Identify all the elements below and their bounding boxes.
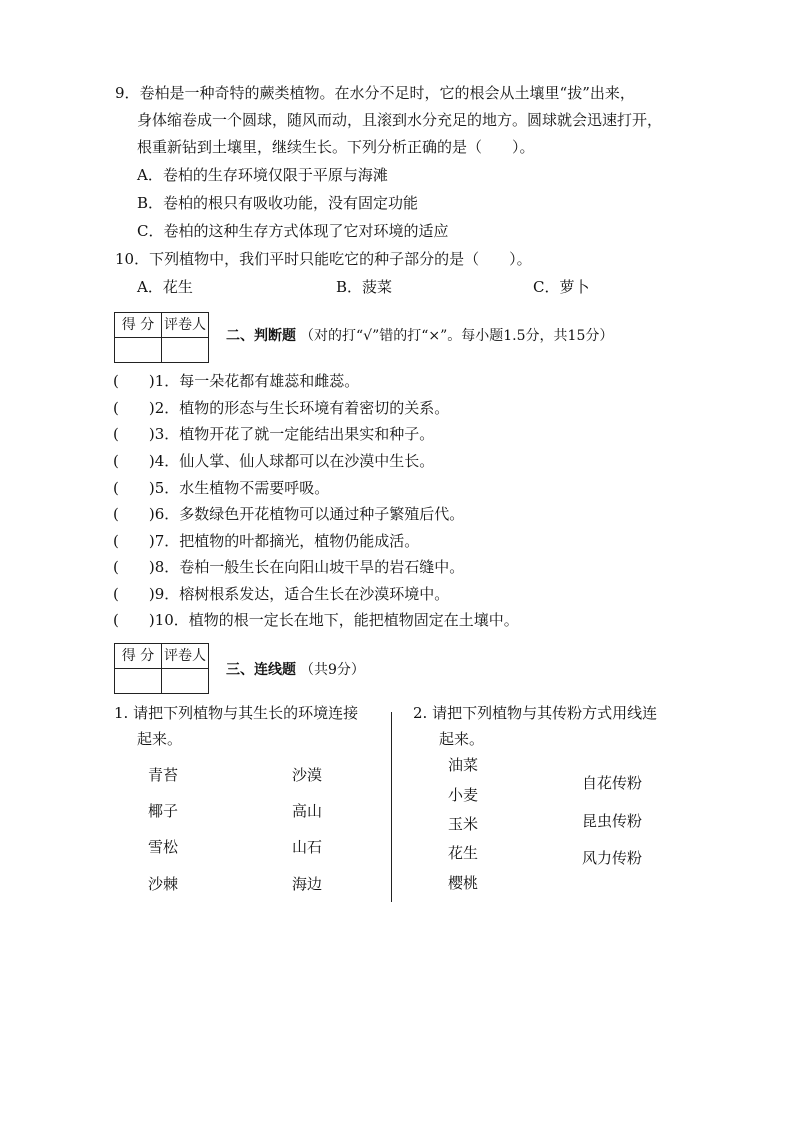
q10-option-c: C．萝卜 [533, 278, 590, 296]
matching2-plant-1[interactable]: 油菜 [448, 756, 479, 774]
q9-option-b: B．卷柏的根只有吸收功能，没有固定功能 [137, 194, 419, 212]
q9-stem-line3: 根重新钻到土壤里，继续生长。下列分析正确的是（ ）。 [137, 138, 535, 156]
q10-option-a: A．花生 [137, 278, 193, 296]
matching2-plant-4[interactable]: 花生 [448, 844, 479, 862]
matching2-method-3[interactable]: 风力传粉 [582, 849, 643, 867]
matching2-method-1[interactable]: 自花传粉 [582, 774, 643, 792]
matching2-plant-2[interactable]: 小麦 [448, 786, 479, 804]
grader-label: 评卷人 [162, 644, 209, 669]
q10-stem: 10．下列植物中，我们平时只能吃它的种子部分的是（ ）。 [115, 250, 532, 268]
matching2-plant-5[interactable]: 樱桃 [448, 874, 479, 892]
score-box-section3 [114, 643, 209, 694]
q9-option-c: C．卷柏的这种生存方式体现了它对环境的适应 [137, 222, 449, 240]
q9-stem-line2: 身体缩卷成一个圆球，随风而动，且滚到水分充足的地方。圆球就会迅速打开， [137, 111, 663, 129]
matching2-method-2[interactable]: 昆虫传粉 [582, 812, 643, 830]
matching1-env-2[interactable]: 高山 [292, 802, 323, 820]
matching1-env-3[interactable]: 山石 [292, 838, 323, 856]
q10-option-b: B．菠菜 [336, 278, 393, 296]
grader-cell[interactable] [162, 669, 209, 694]
matching1-plant-2[interactable]: 椰子 [148, 802, 179, 820]
score-cell[interactable] [115, 669, 162, 694]
matching2-plant-3[interactable]: 玉米 [448, 815, 479, 833]
grader-label: 评卷人 [162, 313, 209, 338]
tf-item-2: ( )2．植物的形态与生长环境有着密切的关系。 [113, 399, 450, 417]
matching1-plant-3[interactable]: 雪松 [148, 838, 179, 856]
grader-cell[interactable] [162, 338, 209, 363]
matching1-env-1[interactable]: 沙漠 [292, 766, 323, 784]
tf-item-7: ( )7．把植物的叶都摘光，植物仍能成活。 [113, 532, 420, 550]
tf-item-6: ( )6．多数绿色开花植物可以通过种子繁殖后代。 [113, 505, 465, 523]
tf-item-3: ( )3．植物开花了就一定能结出果实和种子。 [113, 425, 435, 443]
tf-item-8: ( )8．卷柏一般生长在向阳山坡干旱的岩石缝中。 [113, 558, 465, 576]
tf-item-4: ( )4．仙人掌、仙人球都可以在沙漠中生长。 [113, 452, 435, 470]
tf-item-9: ( )9．榕树根系发达，适合生长在沙漠环境中。 [113, 585, 450, 603]
score-label: 得 分 [115, 313, 162, 338]
q9-option-a: A．卷柏的生存环境仅限于平原与海滩 [137, 166, 388, 184]
score-cell[interactable] [115, 338, 162, 363]
matching2-prompt-line1: 2. 请把下列植物与其传粉方式用线连 [413, 704, 658, 722]
section3-note: （共9分） [300, 662, 365, 678]
section2-title: 二、判断题 [226, 328, 296, 344]
tf-item-1: ( )1．每一朵花都有雄蕊和雌蕊。 [113, 372, 360, 390]
section3-title: 三、连线题 [226, 662, 296, 678]
matching1-prompt-line2: 起来。 [137, 730, 183, 748]
score-box-section2 [114, 312, 209, 363]
matching1-env-4[interactable]: 海边 [292, 875, 323, 893]
matching1-plant-4[interactable]: 沙棘 [148, 875, 179, 893]
matching2-prompt-line2: 起来。 [439, 730, 485, 748]
tf-item-5: ( )5．水生植物不需要呼吸。 [113, 479, 330, 497]
matching1-prompt-line1: 1. 请把下列植物与其生长的环境连接 [114, 704, 359, 722]
section2-note: （对的打“√”错的打“×”。每小题1.5分，共15分） [300, 328, 614, 344]
matching1-plant-1[interactable]: 青苔 [148, 766, 179, 784]
tf-item-10: ( )10．植物的根一定长在地下，能把植物固定在土壤中。 [113, 611, 519, 629]
q9-stem-line1: 9．卷柏是一种奇特的蕨类植物。在水分不足时，它的根会从土壤里“拔”出来， [115, 84, 635, 102]
score-label: 得 分 [115, 644, 162, 669]
column-divider [391, 712, 392, 902]
